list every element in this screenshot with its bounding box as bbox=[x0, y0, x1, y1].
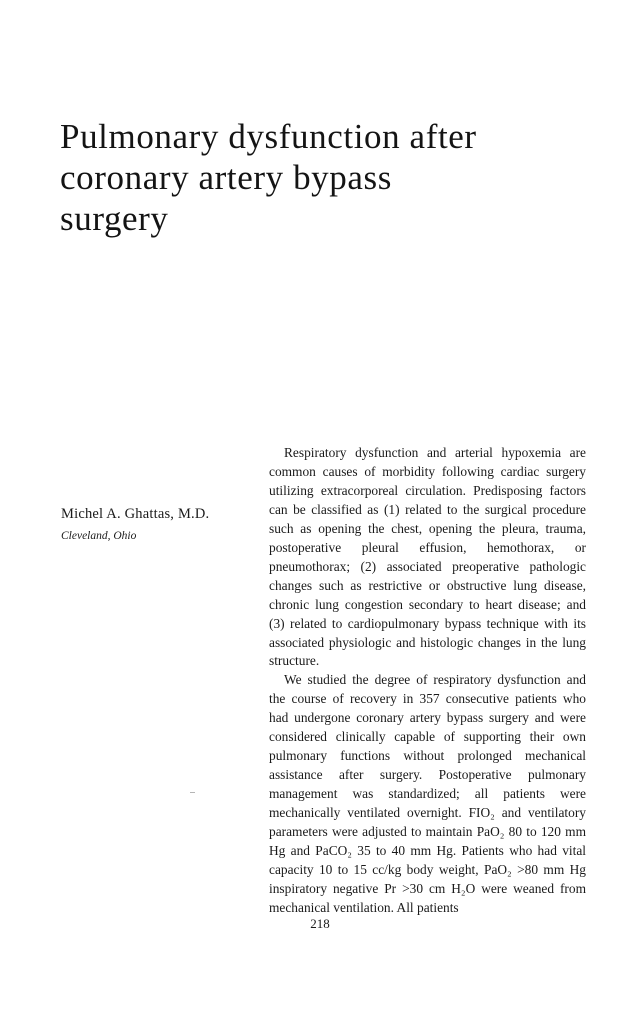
body-paragraph: Respiratory dysfunction and arterial hypoxemia are common causes of morbidity following cardiac surgery utilizing extracorporeal circulation. Predisposing factors can be classified as (1) related to the surgical procedure such as opening the chest, opening the pleura, trauma, postoperative pleural effusion, hemothorax, or pneumothorax; (2) associated preoperative pathologic changes such as restrictive or obstructive lung disease, chronic lung congestion secondary to heart disease; and (3) related to cardiopulmonary bypass technique with its associated physiologic and histologic changes in the lung structure. bbox=[269, 445, 586, 669]
article-body bbox=[269, 444, 586, 918]
author-block bbox=[61, 505, 261, 544]
author-name: Michel A. Ghattas, M.D. bbox=[61, 506, 210, 522]
article-title bbox=[60, 116, 580, 239]
title-line: surgery bbox=[60, 199, 169, 238]
scan-speck bbox=[190, 792, 195, 793]
page-number: 218 bbox=[310, 916, 330, 931]
author-location: Cleveland, Ohio bbox=[61, 530, 137, 542]
title-line: Pulmonary dysfunction after bbox=[60, 117, 477, 156]
title-line: coronary artery bypass bbox=[60, 158, 392, 197]
body-paragraph: We studied the degree of respiratory dysfunction and the course of recovery in 357 consecutive patients who had undergone coronary artery bypass surgery and were considered clinically capable of supporting their own pulmonary functions without prolonged mechanical assistance after surgery. Postoperative pulmonary management was standardized; all patients were mechanically ventilated overnight. FIO₂ and ventilatory parameters were adjusted to maintain PaO₂ 80 to 120 mm Hg and PaCO₂ 35 to 40 mm Hg. Patients who had vital capacity 10 to 15 cc/kg body weight, PaO₂ >80 mm Hg inspiratory negative Pr >30 cm H₂O were weaned from mechanical ventilation. All patients bbox=[269, 672, 586, 915]
